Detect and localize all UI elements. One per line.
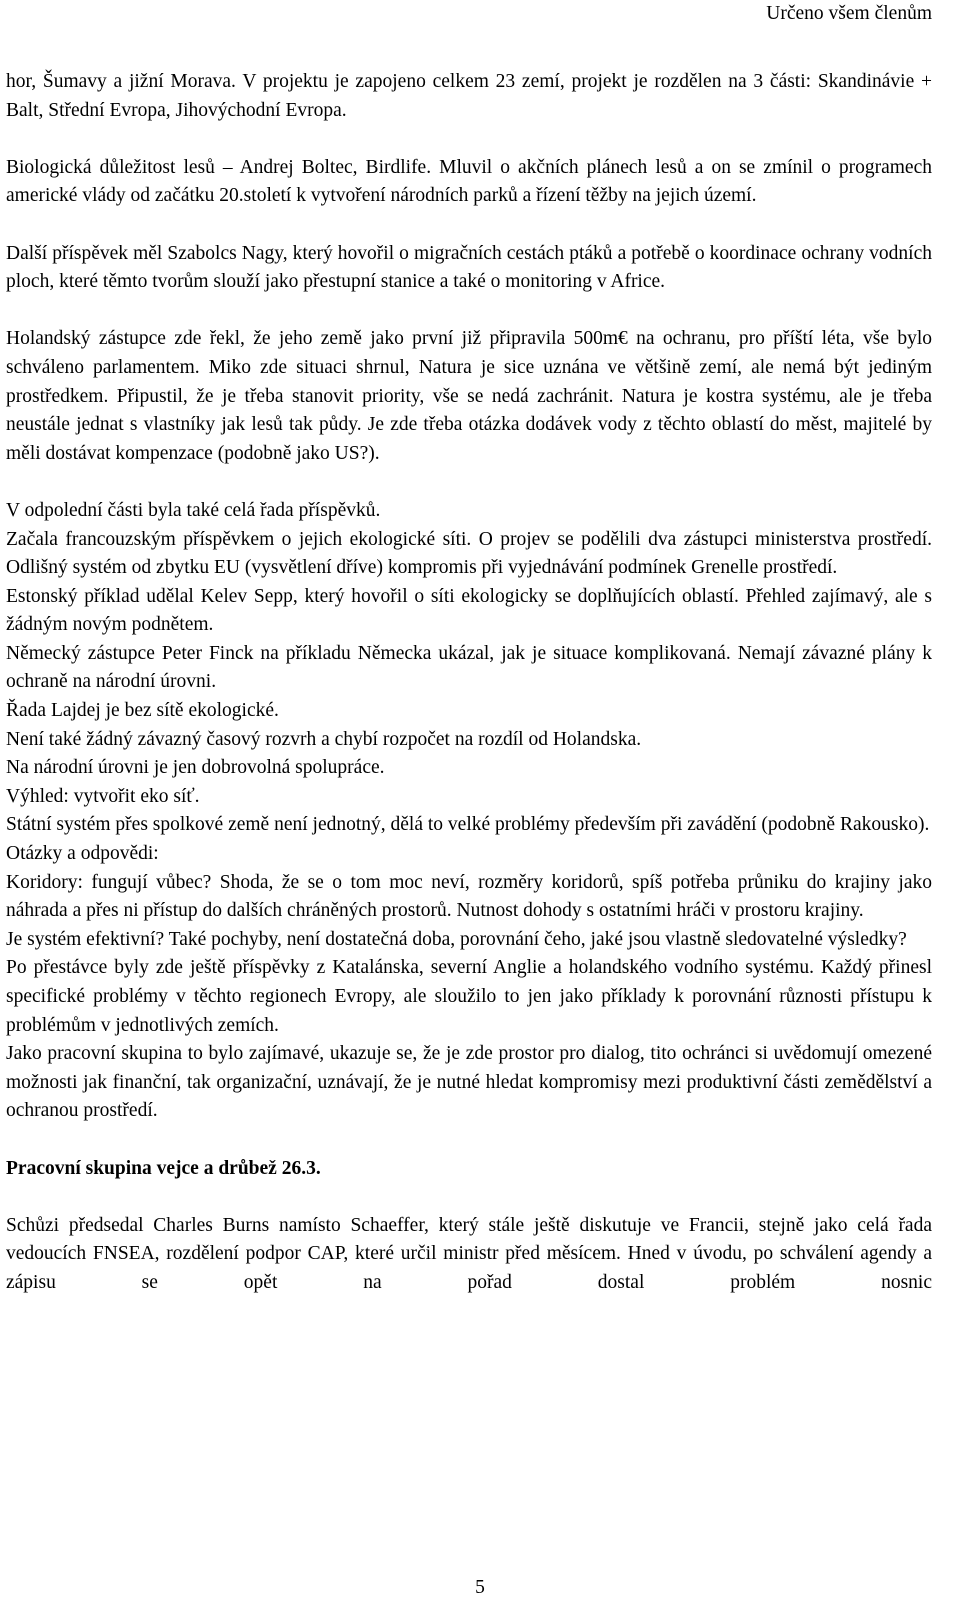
line-after-break: Po přestávce byly zde ještě příspěvky z Katalánska, severní Anglie a holandského vodního systému. Každý přinesl specifické problémy v těchto regionech Evropy, ale sloužilo to jen jako příklady k porovnání různosti přístupu k problémům v jednotlivých zemích. <box>6 957 932 1036</box>
line-qa: Otázky a odpovědi: <box>6 843 159 865</box>
paragraph-forests: Biologická důležitost lesů – Andrej Boltec, Birdlife. Mluvil o akčních plánech lesů a on se zmínil o programech americké vlády od začátku 20.století k vytvoření národních parků a řízení těžby na jejich území. <box>6 156 932 207</box>
document-header: Určeno všem členům <box>766 3 932 24</box>
paragraph-intro: hor, Šumavy a jižní Morava. V projektu je zapojeno celkem 23 zemí, projekt je rozdělen na 3 části: Skandinávie + Balt, Střední Evropa, Jihovýchodní Evropa. <box>6 71 932 121</box>
line-germany: Německý zástupce Peter Finck na příkladu Německa ukázal, jak je situace komplikovaná. Nemají závazné plány k ochraně na národní úrovni. <box>6 642 932 693</box>
section-heading: Pracovní skupina vejce a drůbež 26.3. <box>6 1157 321 1179</box>
line-estonia: Estonský příklad udělal Kelev Sepp, který hovořil o síti ekologicky se doplňujících oblastí. Přehled zajímavý, ale s žádným novým podnětem. <box>6 585 932 636</box>
line-afternoon: V odpolední části byla také celá řada příspěvků. <box>6 499 381 521</box>
paragraph-meeting: Schůzi předsedal Charles Burns namísto Schaeffer, který stále ještě diskutuje ve Francii, stejně jako celá řada vedoucích FNSEA, rozdělení podpor CAP, které určil ministr před měsícem. Hned v úvodu, po schválení agendy a zápisu se opět na pořad dostal problém nosnic <box>6 1214 932 1293</box>
line-effective: Je systém efektivní? Také pochyby, není dostatečná doba, porovnání čeho, jaké jsou vlastně sledovatelné výsledky? <box>6 928 907 950</box>
line-schedule: Není také žádný závazný časový rozvrh a chybí rozpočet na rozdíl od Holandska. <box>6 728 642 750</box>
line-national: Na národní úrovni je jen dobrovolná spolupráce. <box>6 757 385 779</box>
line-france: Začala francouzským příspěvkem o jejich ekologické síti. O projev se podělili dva zástupci ministerstva prostředí. Odlišný systém od zbytku EU (vysvětlení dříve) kompromis při vyjednávání podmínek Grenelle prostředí. <box>6 528 932 579</box>
line-corridors: Koridory: fungují vůbec? Shoda, že se o tom moc neví, rozměry koridorů, spíš potřeba průniku do krajiny jako náhrada a přes ni přístup do dalších chráněných prostorů. Nutnost dohody s ostatními hráči v prostoru krajiny. <box>6 871 932 922</box>
paragraph-birds: Další příspěvek měl Szabolcs Nagy, který hovořil o migračních cestách ptáků a potřebě o koordinace ochrany vodních ploch, které těmto tvorům slouží jako přestupní stanice a také o monitoring v Africe. <box>6 242 932 293</box>
paragraph-holland: Holandský zástupce zde řekl, že jeho země jako první již připravila 500m€ na ochranu, pro příští léta, vše bylo schváleno parlamentem. Miko zde situaci shrnul, Natura je sice uznána ve většině zemí, ale nemá být jediným prostředkem. Připustil, že je třeba stanovit priority, vše se nedá zachránit. Natura je kostra systému, ale je třeba neustále jednat s vlastníky jak lesů tak půdy. Je zde třeba otázka dodávek vody z těchto oblastí do měst, majitelé by měli dostávat kompenzace (podobně jako US?). <box>6 328 932 464</box>
line-working-group: Jako pracovní skupina to bylo zajímavé, ukazuje se, že je zde prostor pro dialog, tito ochránci si uvědomují omezené možnosti jak finanční, tak organizační, uznávají, že je nutné hledat kompromisy mezi produktivní části zemědělství a ochranou prostředí. <box>6 1043 932 1122</box>
line-outlook: Výhled: vytvořit eko síť. <box>6 785 200 807</box>
page-number: 5 <box>475 1577 485 1598</box>
document-body <box>6 68 932 1326</box>
line-federal: Státní systém přes spolkové země není jednotný, dělá to velké problémy především při zavádění (podobně Rakousko). <box>6 814 930 836</box>
line-lajdej: Řada Lajdej je bez sítě ekologické. <box>6 700 279 722</box>
